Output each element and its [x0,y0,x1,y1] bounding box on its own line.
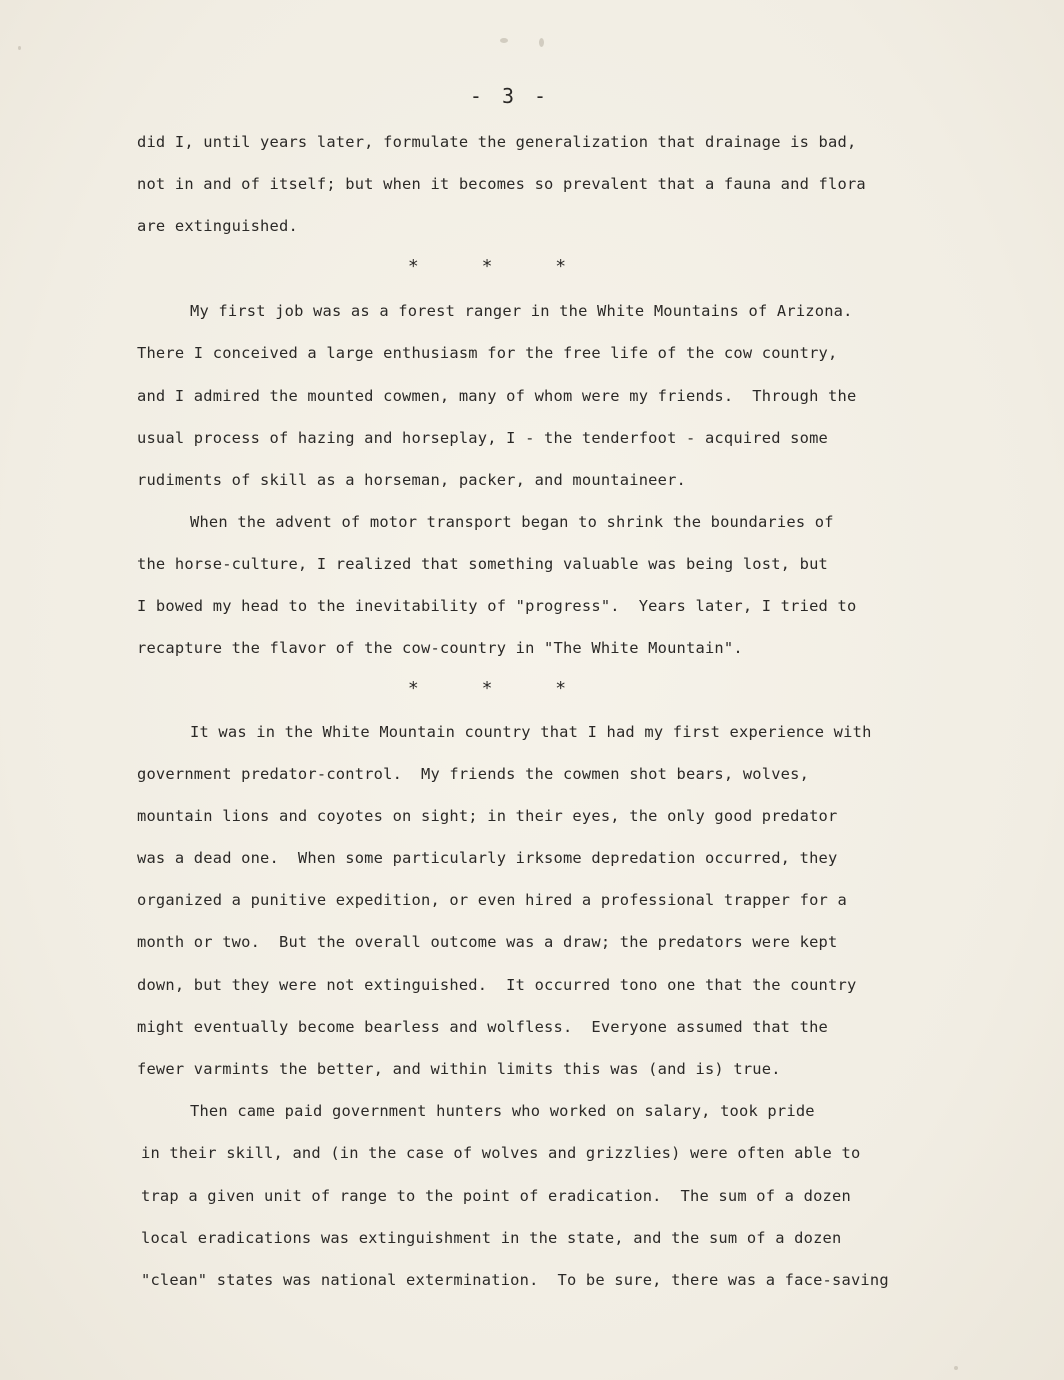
text-line: "clean" states was national extermination. To be sure, there was a face-saving [141,1271,889,1289]
text-line: usual process of hazing and horseplay, I - the tenderfoot - acquired some [137,429,829,447]
page-number: - 3 - [469,84,551,108]
section-divider: * * * [407,256,593,277]
text-line: month or two. But the overall outcome was a draw; the predators were kept [137,933,838,951]
text-line: local eradications was extinguishment in the state, and the sum of a dozen [141,1229,842,1247]
text-line: When the advent of motor transport began to shrink the boundaries of [190,513,834,531]
text-line: fewer varmints the better, and within limits this was (and is) true. [137,1060,781,1078]
paper-mark [18,46,21,50]
text-line: Then came paid government hunters who worked on salary, took pride [190,1102,815,1120]
text-line: recapture the flavor of the cow-country in "The White Mountain". [137,639,743,657]
text-line: was a dead one. When some particularly irksome depredation occurred, they [137,849,838,867]
paper-mark [500,38,508,43]
paper-mark [954,1366,958,1370]
text-line: the horse-culture, I realized that something valuable was being lost, but [137,555,829,573]
text-line: organized a punitive expedition, or even hired a professional trapper for a [137,891,847,909]
text-line: I bowed my head to the inevitability of "progress". Years later, I tried to [137,597,857,615]
paper-mark [539,38,544,47]
text-line: rudiments of skill as a horseman, packer, and mountaineer. [137,471,687,489]
text-line: down, but they were not extinguished. It occurred tono one that the country [137,976,857,994]
text-line: trap a given unit of range to the point of eradication. The sum of a dozen [141,1187,851,1205]
text-line: might eventually become bearless and wolfless. Everyone assumed that the [137,1018,829,1036]
text-line: mountain lions and coyotes on sight; in their eyes, the only good predator [137,807,838,825]
text-line: are extinguished. [137,217,298,235]
text-line: and I admired the mounted cowmen, many of whom were my friends. Through the [137,387,857,405]
text-line: did I, until years later, formulate the generalization that drainage is bad, [137,133,857,151]
text-line: My first job was as a forest ranger in the White Mountains of Arizona. [190,302,853,320]
text-line: in their skill, and (in the case of wolves and grizzlies) were often able to [141,1144,861,1162]
text-line: not in and of itself; but when it becomes so prevalent that a fauna and flora [137,175,866,193]
section-divider: * * * [407,678,593,699]
text-line: It was in the White Mountain country that I had my first experience with [190,723,872,741]
text-line: There I conceived a large enthusiasm for the free life of the cow country, [137,344,838,362]
text-line: government predator-control. My friends the cowmen shot bears, wolves, [137,765,810,783]
